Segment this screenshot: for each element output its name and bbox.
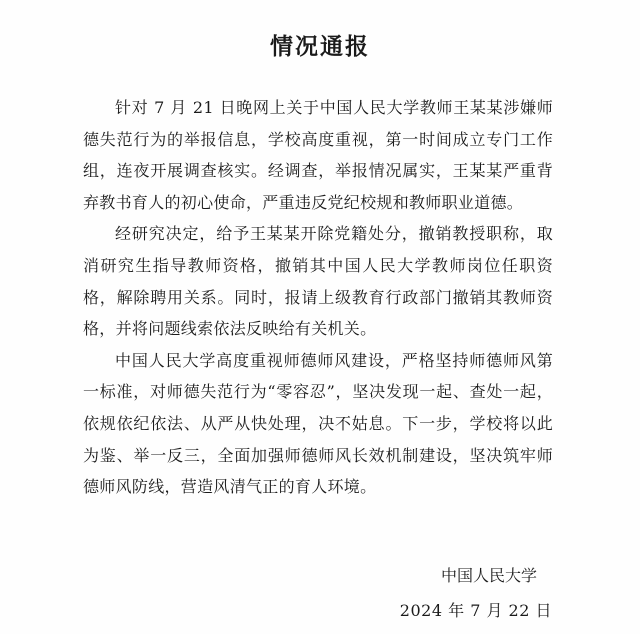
document-title: 情况通报 [270, 34, 370, 60]
issuer-name: 中国人民大学 [440, 566, 537, 585]
paragraph-investigation: 针对 7 月 21 日晚网上关于中国人民大学教师王某某涉嫌师德失范行为的举报信息，学校高度重视，第一时间成立专门工作组，连夜开展调查核实。经调查，举报情况属实，王某某严重背弃教书育人的初心使命，严重违反党纪校规和教师职业道德。 [83, 98, 553, 212]
paragraph-decision: 经研究决定，给予王某某开除党籍处分，撤销教授职称，取消研究生指导教师资格，撤销其中国人民大学教师岗位任职资格，解除聘用关系。同时，报请上级教育行政部门撤销其教师资格，并将问题线索依法反映给有关机关。 [83, 224, 553, 339]
issue-date: 2024 年 7 月 22 日 [399, 601, 552, 620]
document-body [83, 92, 553, 503]
paragraph-commitment: 中国人民大学高度重视师德师风建设，严格坚持师德师风第一标准，对师德失范行为“零容忍”，坚决发现一起、查处一起，依规依纪依法、从严从快处理，决不姑息。下一步，学校将以此为鉴、举一反三，全面加强师德师风长效机制建设，坚决筑牢师德师风防线，营造风清气正的育人环境。 [83, 350, 553, 497]
